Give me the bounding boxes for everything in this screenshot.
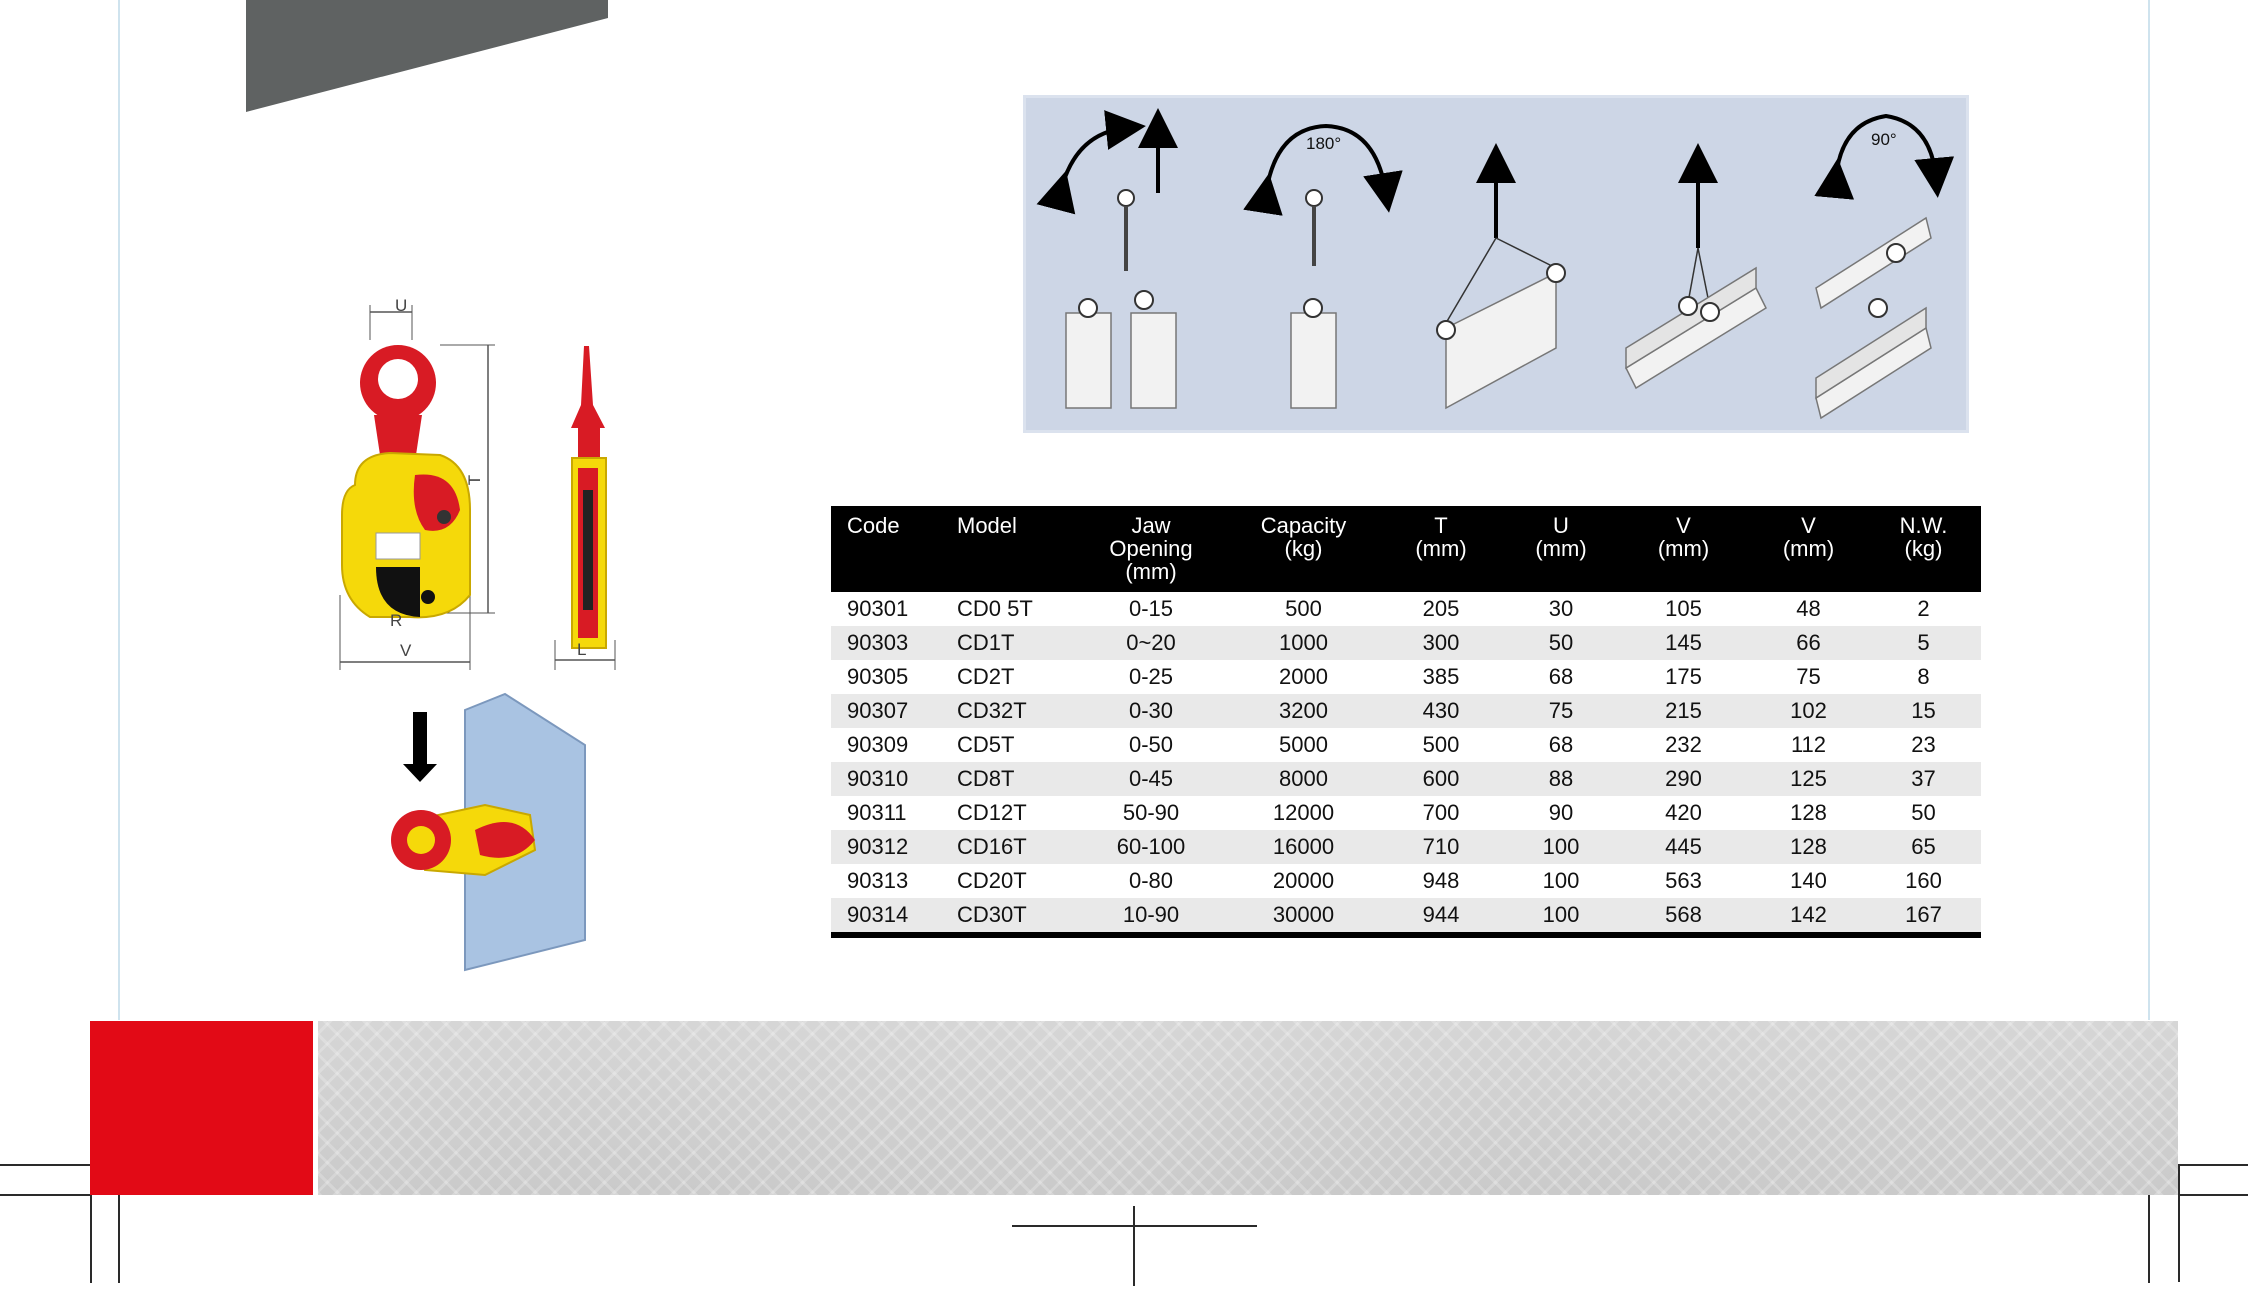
table-cell: 90314: [831, 898, 941, 935]
column-header: [941, 506, 1071, 592]
table-cell: 205: [1376, 592, 1506, 626]
table-cell: 300: [1376, 626, 1506, 660]
column-header: [1506, 506, 1616, 592]
table-cell: 65: [1866, 830, 1981, 864]
table-cell: 50-90: [1071, 796, 1231, 830]
table-row: [831, 762, 1981, 796]
table-cell: 68: [1506, 660, 1616, 694]
table-cell: 100: [1506, 830, 1616, 864]
table-cell: 68: [1506, 728, 1616, 762]
angle-label-180: 180°: [1306, 134, 1342, 153]
column-header-text: Capacity: [1260, 513, 1347, 538]
table-cell: CD8T: [941, 762, 1071, 796]
table-cell: 445: [1616, 830, 1751, 864]
table-row: [831, 592, 1981, 626]
table-cell: 90311: [831, 796, 941, 830]
table-cell: 90313: [831, 864, 941, 898]
dark-banner-shape: [246, 0, 608, 112]
dimension-label-v: V: [400, 641, 412, 660]
specification-table: [831, 506, 1981, 938]
table-cell: CD12T: [941, 796, 1071, 830]
table-cell: 105: [1616, 592, 1751, 626]
table-cell: 948: [1376, 864, 1506, 898]
column-header-text: (mm): [1535, 536, 1587, 561]
left-margin-guide: [118, 0, 120, 1020]
lifting-applications-svg: [1026, 98, 1966, 430]
column-header-text: (kg): [1284, 536, 1323, 561]
table-cell: 385: [1376, 660, 1506, 694]
table-row: [831, 864, 1981, 898]
table-cell: 90301: [831, 592, 941, 626]
table-cell: 16000: [1231, 830, 1376, 864]
crop-mark: [2178, 1194, 2248, 1196]
table-cell: 175: [1616, 660, 1751, 694]
table-cell: 2000: [1231, 660, 1376, 694]
table-cell: 5: [1866, 626, 1981, 660]
table-cell: 90312: [831, 830, 941, 864]
crop-mark: [2178, 1164, 2180, 1282]
table-cell: 90307: [831, 694, 941, 728]
table-cell: 90309: [831, 728, 941, 762]
table-cell: CD5T: [941, 728, 1071, 762]
column-header-text: U: [1553, 513, 1569, 538]
table-cell: 420: [1616, 796, 1751, 830]
column-header-text: Code: [847, 513, 900, 538]
column-header-text: V: [1676, 513, 1691, 538]
table-cell: 30: [1506, 592, 1616, 626]
table-cell: 112: [1751, 728, 1866, 762]
clamp-on-plate-illustration: [385, 690, 625, 980]
dimension-label-r: R: [390, 611, 403, 630]
table-cell: 140: [1751, 864, 1866, 898]
table-cell: 23: [1866, 728, 1981, 762]
table-cell: CD32T: [941, 694, 1071, 728]
crop-mark: [118, 1195, 120, 1283]
table-cell: CD20T: [941, 864, 1071, 898]
table-cell: 15: [1866, 694, 1981, 728]
column-header-text: Jaw: [1131, 513, 1171, 538]
column-header-text: Model: [957, 513, 1017, 538]
column-header: [1866, 506, 1981, 592]
table-cell: 30000: [1231, 898, 1376, 935]
table-cell: 100: [1506, 898, 1616, 935]
column-header-text: V: [1801, 513, 1816, 538]
table-cell: 710: [1376, 830, 1506, 864]
lifting-applications-diagram: [1023, 95, 1969, 433]
table-row: [831, 694, 1981, 728]
crop-mark: [0, 1164, 90, 1166]
table-cell: 60-100: [1071, 830, 1231, 864]
table-cell: 0-45: [1071, 762, 1231, 796]
table-cell: 430: [1376, 694, 1506, 728]
table-cell: 944: [1376, 898, 1506, 935]
table-cell: 290: [1616, 762, 1751, 796]
table-row: [831, 660, 1981, 694]
table-cell: 48: [1751, 592, 1866, 626]
table-cell: 500: [1376, 728, 1506, 762]
table-cell: CD2T: [941, 660, 1071, 694]
table-cell: CD0 5T: [941, 592, 1071, 626]
table-cell: 66: [1751, 626, 1866, 660]
table-cell: 12000: [1231, 796, 1376, 830]
table-cell: 8000: [1231, 762, 1376, 796]
crop-mark: [90, 1195, 92, 1283]
table-cell: 128: [1751, 830, 1866, 864]
dimension-label-l: L: [577, 640, 587, 659]
dimension-label-t: T: [465, 474, 485, 486]
angle-label-90: 90°: [1871, 130, 1897, 149]
table-cell: CD30T: [941, 898, 1071, 935]
table-cell: 88: [1506, 762, 1616, 796]
table-row: [831, 796, 1981, 830]
table-cell: 3200: [1231, 694, 1376, 728]
table-cell: 102: [1751, 694, 1866, 728]
table-cell: 75: [1751, 660, 1866, 694]
table-cell: 90310: [831, 762, 941, 796]
table-cell: 0-50: [1071, 728, 1231, 762]
table-cell: 167: [1866, 898, 1981, 935]
table-cell: 0-30: [1071, 694, 1231, 728]
table-cell: 10-90: [1071, 898, 1231, 935]
table-cell: 90305: [831, 660, 941, 694]
table-row: [831, 898, 1981, 935]
table-cell: 215: [1616, 694, 1751, 728]
table-cell: 37: [1866, 762, 1981, 796]
column-header-text: Opening: [1109, 536, 1193, 561]
table-row: [831, 830, 1981, 864]
table-cell: 145: [1616, 626, 1751, 660]
table-cell: 0~20: [1071, 626, 1231, 660]
table-cell: 50: [1866, 796, 1981, 830]
table-cell: 0-25: [1071, 660, 1231, 694]
table-cell: 0-15: [1071, 592, 1231, 626]
table-cell: 90: [1506, 796, 1616, 830]
table-cell: 700: [1376, 796, 1506, 830]
table-cell: 2: [1866, 592, 1981, 626]
table-cell: 160: [1866, 864, 1981, 898]
crop-mark: [2148, 1195, 2150, 1283]
clamp-side-view-drawing: [545, 340, 625, 680]
right-margin-guide: [2148, 0, 2150, 1020]
column-header-text: T: [1434, 513, 1448, 538]
table-cell: 8: [1866, 660, 1981, 694]
column-header-text: N.W.: [1899, 513, 1948, 538]
column-header: [1376, 506, 1506, 592]
table-cell: 90303: [831, 626, 941, 660]
table-header-row: [831, 506, 1981, 592]
column-header-text: (mm): [1415, 536, 1467, 561]
table-cell: 142: [1751, 898, 1866, 935]
footer-diamond-plate-bar: [318, 1021, 2178, 1195]
table-cell: 125: [1751, 762, 1866, 796]
table-cell: CD1T: [941, 626, 1071, 660]
crop-mark: [0, 1194, 90, 1196]
column-header: [831, 506, 941, 592]
footer-red-block: [90, 1021, 313, 1195]
table-row: [831, 728, 1981, 762]
column-header-text: (mm): [1657, 536, 1710, 561]
table-cell: CD16T: [941, 830, 1071, 864]
column-header-text: (mm): [1125, 559, 1177, 584]
table-cell: 20000: [1231, 864, 1376, 898]
crop-mark: [2178, 1164, 2248, 1166]
column-header-text: (mm): [1782, 536, 1835, 561]
table-cell: 600: [1376, 762, 1506, 796]
column-header: [1231, 506, 1376, 592]
table-body: [831, 592, 1981, 935]
table-cell: 563: [1616, 864, 1751, 898]
table-cell: 232: [1616, 728, 1751, 762]
table-cell: 1000: [1231, 626, 1376, 660]
table-cell: 128: [1751, 796, 1866, 830]
dimension-label-u: U: [395, 296, 408, 315]
column-header: [1616, 506, 1751, 592]
table-cell: 568: [1616, 898, 1751, 935]
table-cell: 50: [1506, 626, 1616, 660]
column-header-text: (kg): [1904, 536, 1943, 561]
table-row: [831, 626, 1981, 660]
column-header: [1751, 506, 1866, 592]
crop-mark: [1133, 1206, 1135, 1286]
table-cell: 100: [1506, 864, 1616, 898]
table-cell: 75: [1506, 694, 1616, 728]
table-cell: 500: [1231, 592, 1376, 626]
table-cell: 5000: [1231, 728, 1376, 762]
column-header: [1071, 506, 1231, 592]
table-cell: 0-80: [1071, 864, 1231, 898]
